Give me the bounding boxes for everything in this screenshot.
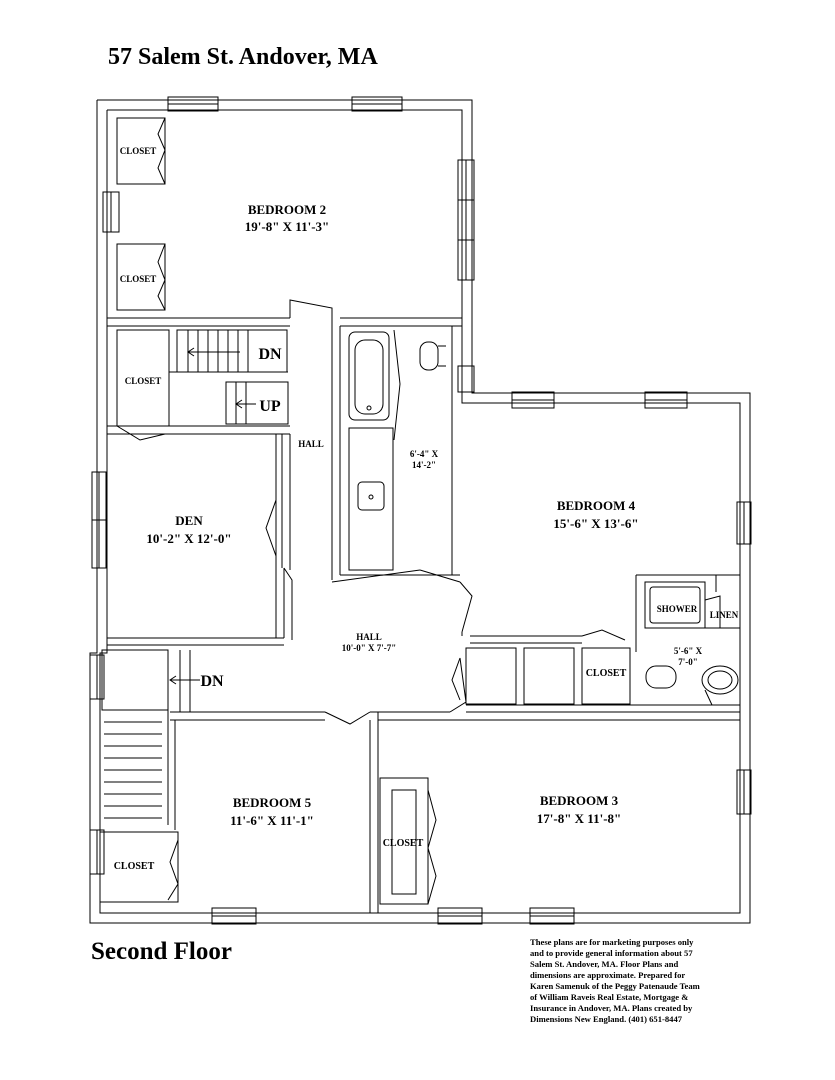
mid-closets	[466, 648, 630, 712]
bedroom-2-label: BEDROOM 2	[247, 202, 327, 217]
floor-label: Second Floor	[91, 938, 232, 965]
lower-hall-walls	[170, 568, 472, 724]
disclaimer-line: of William Raveis Real Estate, Mortgage &	[530, 992, 689, 1002]
disclaimer-line: Karen Samenuk of the Peggy Patenaude Team	[530, 981, 700, 991]
disclaimer-text	[530, 937, 745, 1025]
bedroom-2-dims: 19'-8" X 11'-3"	[244, 219, 330, 234]
lower-hall-dims: 10'-0" X 7'-7"	[341, 643, 397, 653]
main-bath-dims-2: 14'-2"	[412, 460, 436, 470]
master-bath-dims-1: 5'-6" X	[673, 646, 703, 656]
bedroom-5-dims: 11'-6" X 11'-1"	[230, 813, 314, 828]
main-bath-walls	[332, 326, 460, 582]
stairs-down-lower: DN	[200, 673, 224, 690]
main-bath-dims-1: 6'-4" X	[409, 449, 439, 459]
bedroom-4-label: BEDROOM 4	[556, 498, 636, 513]
den-dims: 10'-2" X 12'-0"	[146, 531, 232, 546]
den-label: DEN	[175, 513, 203, 528]
lower-hall-label: HALL	[356, 632, 382, 642]
bedroom-4-dims: 15'-6" X 13'-6"	[553, 516, 639, 531]
stairs-down-upper: DN	[258, 346, 282, 363]
disclaimer-line: These plans are for marketing purposes only	[530, 937, 694, 947]
closet-label-bedroom2-bottom: CLOSET	[119, 274, 157, 284]
closet-label-bedroom4: CLOSET	[585, 668, 627, 679]
disclaimer-line: Salem St. Andover, MA. Floor Plans and	[530, 959, 679, 969]
stairs-up: UP	[259, 398, 281, 415]
closet-label-bedroom2-top: CLOSET	[119, 146, 157, 156]
upper-hall-label: HALL	[298, 439, 324, 449]
master-bath-dims-2: 7'-0"	[678, 657, 698, 667]
closet-label-stairs: CLOSET	[124, 376, 162, 386]
disclaimer-line: dimensions are approximate. Prepared for	[530, 970, 686, 980]
disclaimer-line: Dimensions New England. (401) 651-8447	[530, 1014, 683, 1024]
linen-label: LINEN	[709, 610, 739, 620]
bedroom-3-dims: 17'-8" X 11'-8"	[536, 811, 622, 826]
disclaimer-line: and to provide general information about 57	[530, 948, 693, 958]
windows	[90, 97, 751, 924]
disclaimer-line: Insurance in Andover, MA. Plans created by	[530, 1003, 693, 1013]
outer-walls	[90, 100, 750, 923]
closet-label-bedroom3: CLOSET	[382, 838, 424, 849]
closet-label-bedroom5: CLOSET	[113, 861, 155, 872]
bedroom-5-label: BEDROOM 5	[232, 795, 312, 810]
shower-label: SHOWER	[656, 604, 698, 614]
bedroom-3-label: BEDROOM 3	[539, 793, 619, 808]
page-title: 57 Salem St. Andover, MA	[108, 44, 378, 70]
